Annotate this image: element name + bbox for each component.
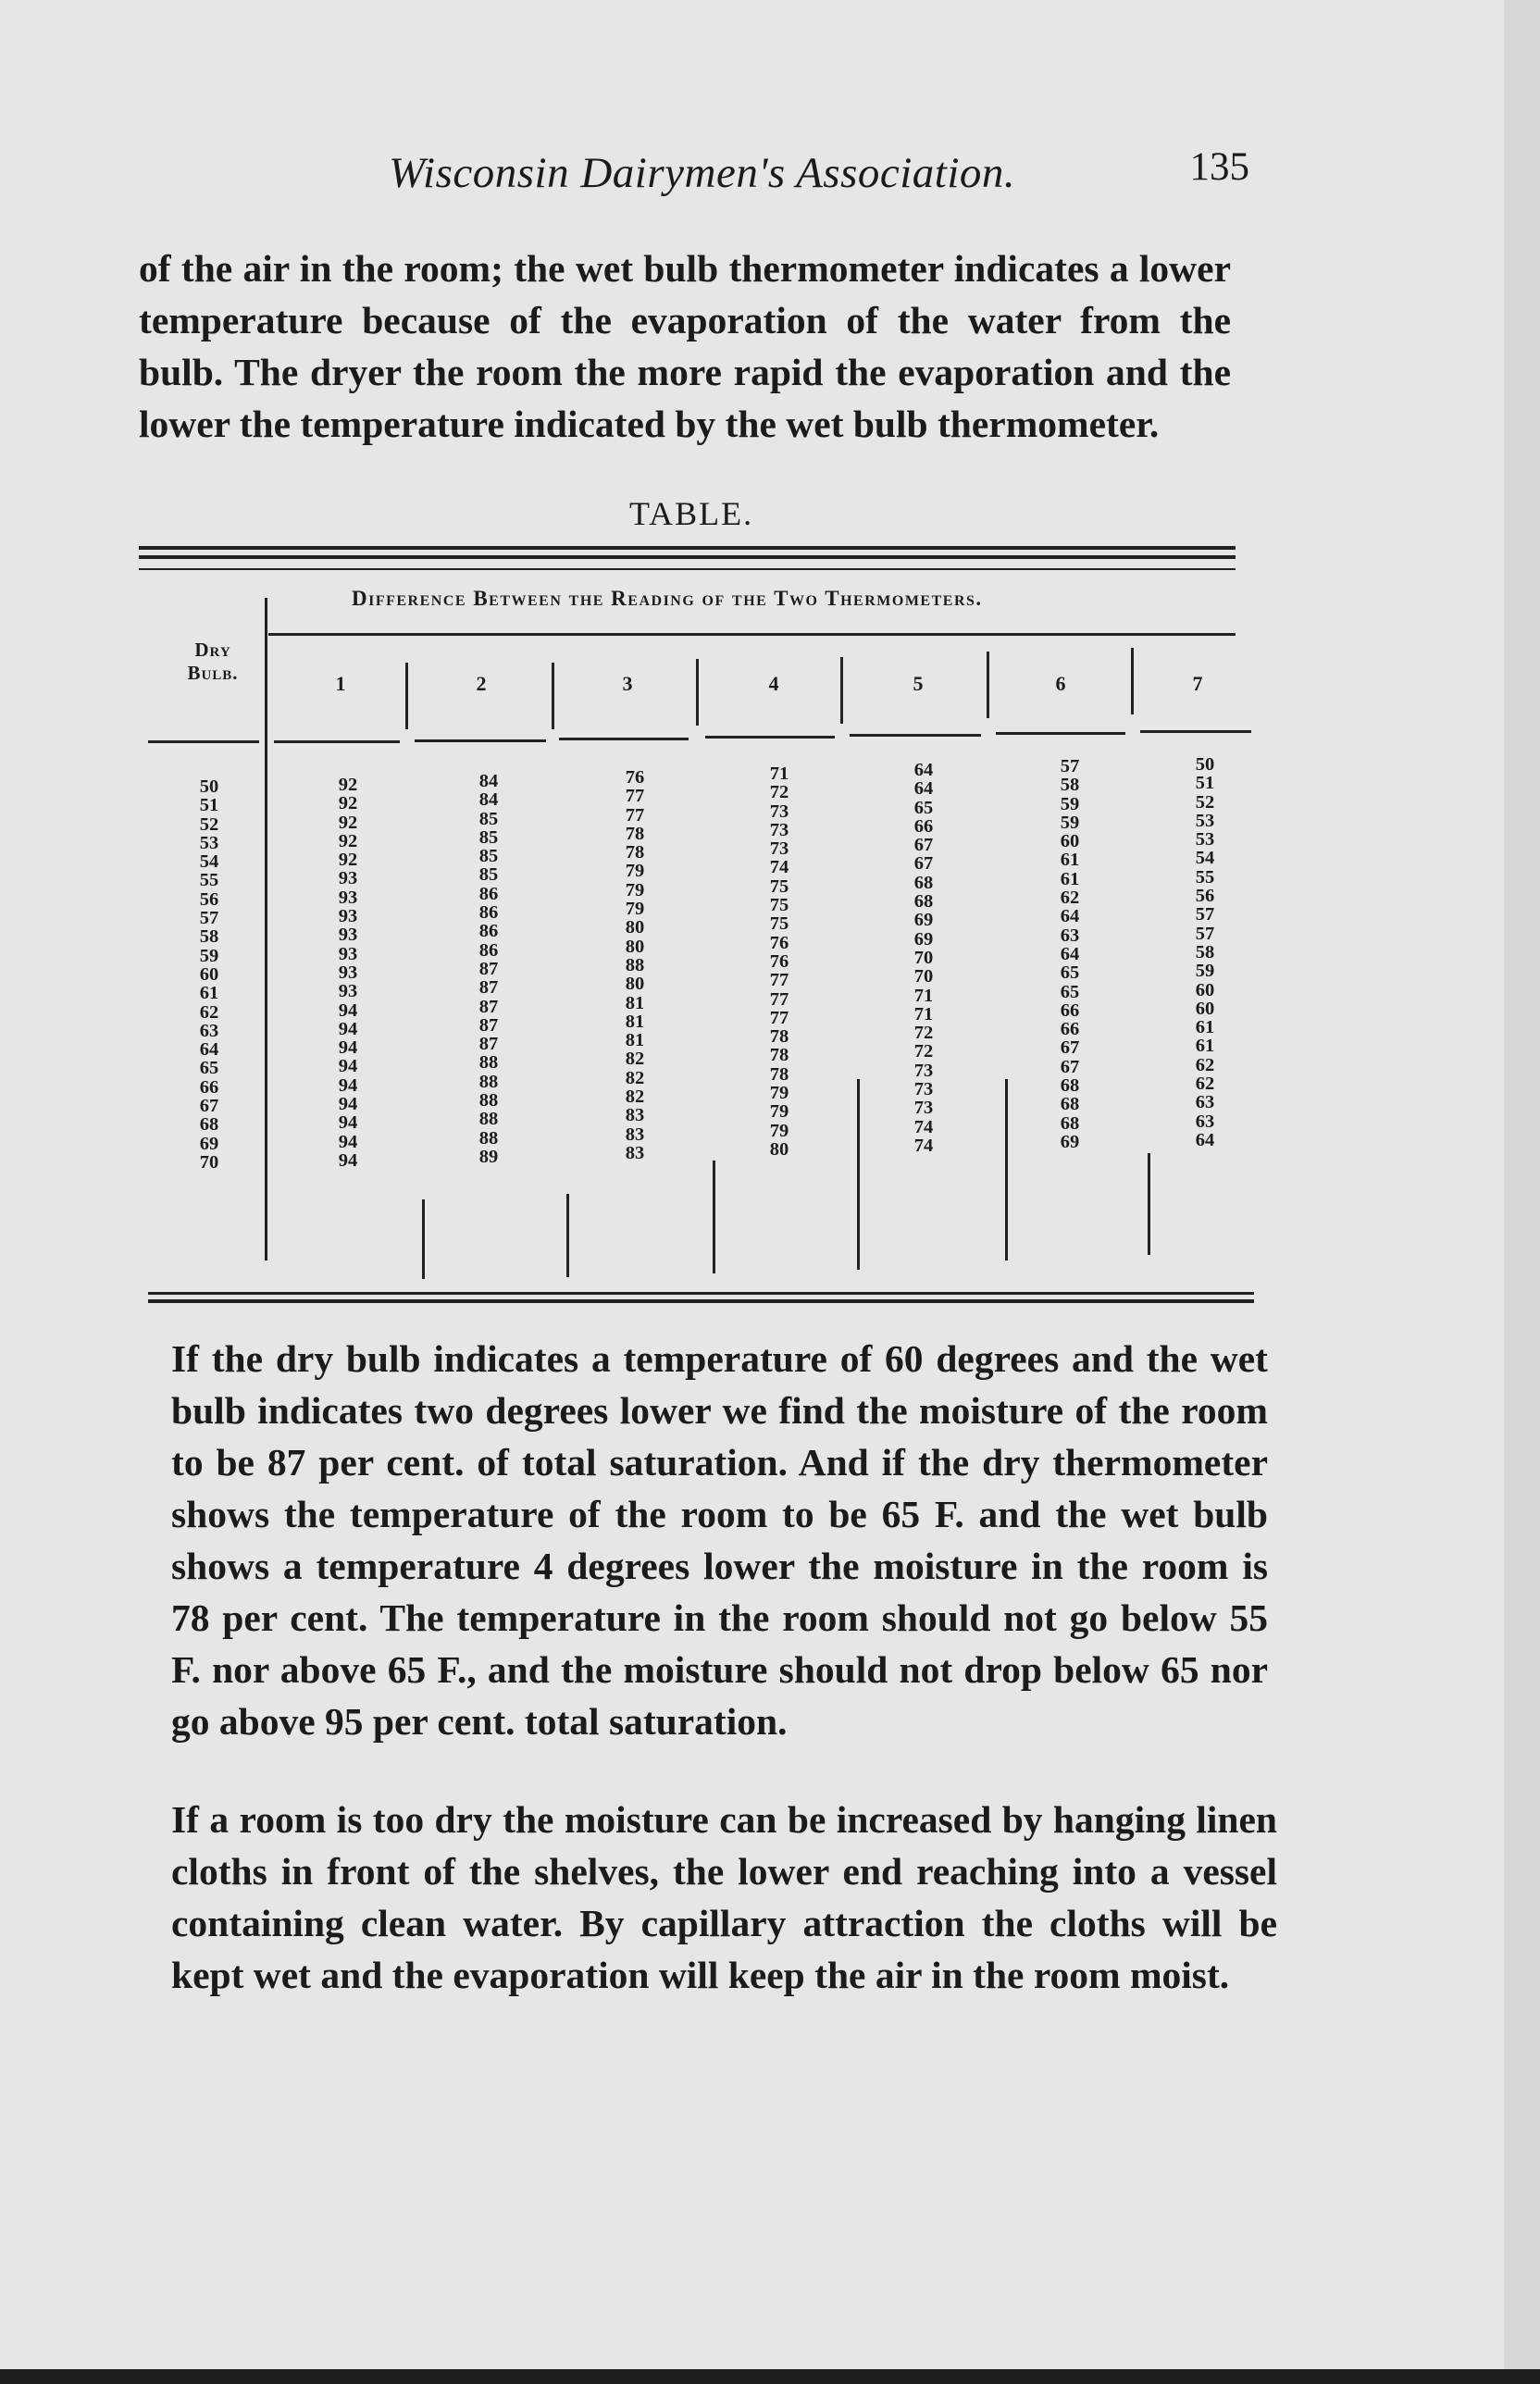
saturation-value: 83: [625, 1124, 645, 1145]
scan-border: [0, 2369, 1540, 2384]
saturation-value: 83: [625, 1105, 645, 1126]
saturation-value: 85: [478, 826, 499, 848]
paragraph-2: If the dry bulb indicates a temperature of 60 degrees and the wet bulb indicates two degrees lower we find the moisture of the room to be 87 per cent. of total saturation. And if the dry thermometer shows the temperature of the room to be 65 F. and the wet bulb shows a temperature 4 degrees lower the moisture in the room is 78 per cent. The temperature in the room should not go below 55 F. nor above 65 F., and the moisture should not drop below 65 nor go above 95 per cent. total saturation.: [171, 1337, 1268, 1743]
saturation-value: 67: [913, 853, 934, 875]
saturation-value: 60: [1195, 979, 1215, 1000]
saturation-value: 92: [338, 850, 358, 871]
saturation-value: 80: [625, 936, 645, 957]
dash-rule: [274, 740, 400, 743]
saturation-value: 81: [625, 1030, 645, 1051]
saturation-value: 79: [625, 861, 645, 882]
dry-bulb-value: 53: [199, 832, 219, 853]
saturation-value: 85: [478, 808, 499, 829]
column-rule: [1131, 648, 1134, 714]
saturation-value: 66: [1060, 1019, 1080, 1040]
column-rule: [552, 663, 554, 729]
dry-bulb-value: 52: [199, 813, 219, 835]
saturation-value: 93: [338, 906, 358, 927]
saturation-value: 62: [1195, 1074, 1215, 1095]
saturation-value: 92: [338, 775, 358, 795]
saturation-value: 77: [769, 970, 789, 991]
saturation-value: 68: [1060, 1075, 1080, 1097]
saturation-value: 70: [913, 947, 934, 968]
saturation-value: 73: [769, 819, 789, 840]
saturation-value: 52: [1195, 791, 1215, 813]
dry-bulb-value: 57: [199, 908, 219, 929]
saturation-value: 65: [913, 797, 934, 818]
saturation-value: 93: [338, 981, 358, 1002]
saturation-value: 93: [338, 962, 358, 983]
saturation-value: 93: [338, 887, 358, 908]
dry-bulb-column: [181, 777, 237, 1172]
saturation-value: 88: [625, 954, 645, 975]
saturation-value: 82: [625, 1086, 645, 1108]
saturation-value: 94: [338, 1056, 358, 1077]
saturation-value: 85: [478, 864, 499, 886]
saturation-value: 59: [1195, 961, 1215, 982]
saturation-value: 70: [913, 966, 934, 987]
difference-1-column: [320, 776, 376, 1170]
saturation-value: 79: [769, 1120, 789, 1141]
saturation-value: 60: [1060, 831, 1080, 852]
saturation-value: 87: [478, 977, 499, 999]
dry-bulb-value: 56: [199, 888, 219, 910]
saturation-value: 94: [338, 1074, 358, 1096]
saturation-value: 88: [478, 1071, 499, 1092]
saturation-value: 92: [338, 830, 358, 851]
difference-7-column: [1177, 755, 1233, 1149]
dry-bulb-value: 62: [199, 1001, 219, 1023]
table-bottom-rule-2: [148, 1299, 1254, 1303]
saturation-value: 93: [338, 943, 358, 964]
saturation-value: 87: [478, 958, 499, 979]
saturation-value: 87: [478, 996, 499, 1017]
saturation-value: 53: [1195, 829, 1215, 851]
saturation-value: 74: [913, 1135, 934, 1156]
saturation-value: 51: [1195, 773, 1215, 794]
saturation-value: 73: [913, 1079, 934, 1100]
saturation-value: 68: [1060, 1094, 1080, 1115]
saturation-value: 82: [625, 1049, 645, 1070]
saturation-value: 80: [769, 1138, 789, 1160]
saturation-value: 77: [769, 988, 789, 1010]
saturation-value: 57: [1060, 756, 1080, 776]
dash-rule: [559, 738, 689, 740]
dry-bulb-header-line2: Bulb.: [187, 662, 239, 684]
saturation-value: 62: [1195, 1054, 1215, 1075]
saturation-value: 59: [1060, 793, 1080, 814]
saturation-value: 80: [625, 917, 645, 938]
saturation-value: 75: [769, 913, 789, 935]
saturation-value: 86: [478, 939, 499, 961]
saturation-value: 75: [769, 875, 789, 897]
saturation-value: 62: [1060, 888, 1080, 909]
saturation-value: 78: [769, 1026, 789, 1048]
saturation-value: 94: [338, 1131, 358, 1152]
saturation-value: 78: [769, 1045, 789, 1066]
column-rule: [840, 657, 843, 724]
saturation-value: 57: [1195, 904, 1215, 925]
saturation-value: 94: [338, 1018, 358, 1039]
dry-bulb-value: 55: [199, 870, 219, 891]
saturation-value: 66: [1060, 1000, 1080, 1021]
saturation-value: 82: [625, 1067, 645, 1088]
saturation-value: 61: [1195, 1036, 1215, 1057]
saturation-value: 88: [478, 1052, 499, 1074]
difference-4-column: [751, 764, 807, 1159]
saturation-value: 61: [1060, 850, 1080, 871]
saturation-value: 74: [769, 857, 789, 878]
dry-bulb-value: 69: [199, 1133, 219, 1154]
column-number-3: 3: [622, 672, 633, 695]
saturation-value: 81: [625, 992, 645, 1013]
saturation-value: 68: [913, 891, 934, 913]
column-rule: [713, 1161, 715, 1273]
dry-bulb-header: [148, 639, 278, 685]
saturation-value: 86: [478, 902, 499, 924]
saturation-value: 79: [625, 899, 645, 920]
saturation-value: 92: [338, 812, 358, 833]
dry-bulb-value: 66: [199, 1076, 219, 1098]
saturation-value: 71: [913, 985, 934, 1006]
saturation-value: 63: [1195, 1111, 1215, 1132]
dry-bulb-value: 59: [199, 945, 219, 966]
saturation-value: 77: [625, 804, 645, 826]
saturation-value: 86: [478, 883, 499, 904]
column-number-5: 5: [913, 672, 924, 695]
saturation-value: 78: [625, 842, 645, 863]
saturation-value: 77: [625, 786, 645, 807]
saturation-value: 79: [625, 879, 645, 900]
column-rule: [566, 1194, 569, 1277]
saturation-value: 88: [478, 1090, 499, 1111]
saturation-value: 87: [478, 1034, 499, 1055]
difference-5-column: [896, 761, 951, 1155]
saturation-value: 78: [625, 823, 645, 844]
saturation-value: 72: [769, 782, 789, 803]
saturation-value: 88: [478, 1127, 499, 1149]
table-top-rule: [139, 546, 1236, 550]
dry-bulb-value: 63: [199, 1020, 219, 1041]
column-number-4: 4: [768, 672, 779, 695]
dash-rule: [415, 739, 546, 742]
difference-2-column: [461, 772, 516, 1166]
saturation-value: 64: [913, 778, 934, 800]
saturation-value: 93: [338, 868, 358, 889]
column-rule: [405, 663, 408, 729]
saturation-value: 73: [769, 838, 789, 860]
saturation-value: 68: [913, 872, 934, 893]
saturation-value: 69: [913, 910, 934, 931]
dry-bulb-value: 54: [199, 851, 219, 873]
dry-bulb-value: 60: [199, 963, 219, 985]
page-number: 135: [1189, 145, 1249, 189]
saturation-value: 71: [769, 764, 789, 784]
saturation-value: 76: [769, 950, 789, 972]
saturation-value: 94: [338, 1000, 358, 1021]
saturation-value: 58: [1060, 775, 1080, 796]
saturation-value: 73: [913, 1060, 934, 1081]
saturation-value: 67: [913, 835, 934, 856]
saturation-value: 56: [1195, 886, 1215, 907]
saturation-value: 61: [1195, 1017, 1215, 1038]
saturation-value: 72: [913, 1023, 934, 1044]
saturation-value: 53: [1195, 810, 1215, 831]
saturation-value: 73: [769, 801, 789, 822]
column-rule: [987, 652, 989, 718]
table-title: TABLE.: [629, 495, 754, 532]
saturation-value: 63: [1060, 925, 1080, 946]
saturation-value: 65: [1060, 981, 1080, 1002]
difference-6-column: [1042, 757, 1098, 1151]
saturation-value: 92: [338, 793, 358, 814]
difference-3-column: [607, 768, 663, 1162]
saturation-value: 79: [769, 1083, 789, 1104]
running-title: Wisconsin Dairymen's Association.: [389, 149, 1016, 197]
column-number-2: 2: [476, 672, 487, 695]
saturation-value: 63: [1195, 1092, 1215, 1113]
saturation-value: 54: [1195, 848, 1215, 869]
saturation-value: 94: [338, 1094, 358, 1115]
saturation-value: 66: [913, 815, 934, 837]
saturation-value: 78: [769, 1063, 789, 1085]
saturation-value: 68: [1060, 1112, 1080, 1134]
saturation-value: 86: [478, 921, 499, 942]
saturation-value: 77: [769, 1007, 789, 1028]
dash-rule: [148, 740, 259, 743]
column-rule: [857, 1079, 860, 1270]
dry-bulb-value: 70: [199, 1151, 219, 1173]
saturation-value: 94: [338, 1037, 358, 1059]
saturation-value: 57: [1195, 923, 1215, 944]
saturation-value: 67: [1060, 1056, 1080, 1077]
dry-bulb-header-line1: Dry: [194, 639, 231, 661]
saturation-value: 65: [1060, 962, 1080, 984]
saturation-value: 69: [913, 928, 934, 950]
saturation-value: 94: [338, 1112, 358, 1134]
saturation-value: 85: [478, 846, 499, 867]
dry-bulb-value: 67: [199, 1096, 219, 1117]
saturation-value: 88: [478, 1109, 499, 1130]
paragraph-1: of the air in the room; the wet bulb thermometer indicates a lower temperature because of the evaporation of the water from the bulb. The dryer the room the more rapid the evaporation and the lower the temperature indicated by the wet bulb thermometer.: [139, 247, 1231, 445]
page-header: [389, 145, 1249, 204]
saturation-value: 80: [625, 974, 645, 995]
saturation-value: 64: [1060, 943, 1080, 964]
column-number-6: 6: [1055, 672, 1066, 695]
saturation-value: 59: [1060, 812, 1080, 833]
dry-bulb-value: 64: [199, 1039, 219, 1061]
saturation-value: 64: [913, 760, 934, 780]
table-top-rule-3: [139, 568, 1236, 570]
saturation-value: 73: [913, 1098, 934, 1119]
saturation-value: 58: [1195, 941, 1215, 962]
dry-bulb-value: 65: [199, 1058, 219, 1079]
column-number-1: 1: [335, 672, 346, 695]
saturation-value: 60: [1195, 998, 1215, 1019]
column-number-7: 7: [1192, 672, 1203, 695]
saturation-value: 72: [913, 1041, 934, 1062]
saturation-value: 61: [1060, 868, 1080, 889]
saturation-value: 79: [769, 1101, 789, 1123]
dash-rule: [705, 736, 835, 739]
saturation-value: 69: [1060, 1131, 1080, 1152]
dash-rule: [1140, 730, 1251, 733]
header-divider: [268, 633, 1236, 636]
dry-bulb-value: 58: [199, 926, 219, 948]
saturation-value: 81: [625, 1011, 645, 1032]
paragraph-3: If a room is too dry the moisture can be increased by hanging linen cloths in front of the shelves, the lower end reaching into a vessel containing clean water. By capillary attraction the cloths will be kept wet and the evaporation will keep the air in the room moist.: [171, 1798, 1277, 1996]
table-top-rule-2: [139, 555, 1236, 559]
dry-bulb-value: 61: [199, 983, 219, 1004]
dry-bulb-value: 51: [199, 795, 219, 816]
column-rule: [422, 1199, 425, 1279]
table-bottom-rule: [148, 1292, 1254, 1295]
saturation-value: 89: [478, 1146, 499, 1167]
saturation-value: 76: [625, 767, 645, 788]
dash-rule: [850, 734, 981, 737]
column-rule: [696, 659, 699, 726]
saturation-value: 50: [1195, 754, 1215, 775]
saturation-value: 87: [478, 1014, 499, 1036]
saturation-value: 76: [769, 932, 789, 953]
saturation-value: 67: [1060, 1037, 1080, 1059]
column-rule: [1148, 1153, 1150, 1255]
saturation-value: 84: [478, 789, 499, 811]
saturation-value: 64: [1060, 906, 1080, 927]
page-edge: [1504, 0, 1540, 2384]
saturation-value: 64: [1195, 1129, 1215, 1150]
difference-header: Difference Between the Reading of the Two Thermometers.: [352, 587, 983, 610]
saturation-value: 75: [769, 895, 789, 916]
saturation-value: 94: [338, 1149, 358, 1171]
saturation-value: 93: [338, 925, 358, 946]
column-rule: [1005, 1079, 1008, 1260]
column-rule: [265, 598, 267, 1260]
saturation-value: 55: [1195, 866, 1215, 888]
saturation-value: 84: [478, 771, 499, 791]
dry-bulb-value: 68: [199, 1114, 219, 1136]
dry-bulb-value: 50: [199, 776, 219, 797]
saturation-value: 83: [625, 1142, 645, 1163]
dash-rule: [996, 732, 1125, 735]
saturation-value: 71: [913, 1003, 934, 1024]
saturation-value: 74: [913, 1116, 934, 1137]
